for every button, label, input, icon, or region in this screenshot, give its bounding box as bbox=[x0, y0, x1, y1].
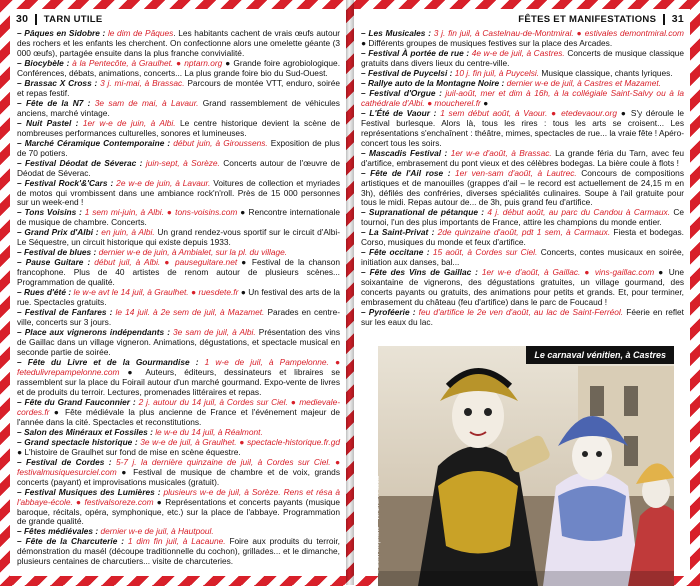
event-description: ● Un festival des arts de la rue. Spectacles gratuits. bbox=[17, 287, 340, 308]
event-description: ● L'histoire de Graulhet sur fond de mise en scène équestre. bbox=[17, 446, 241, 457]
photo-caption: Le carnaval vénitien, à Castres bbox=[526, 346, 674, 364]
event-date-place: 2 j. autour du 14 juil, à Cordes sur Ciel. ● medievale-cordes.fr bbox=[17, 396, 340, 417]
event-date-place: 1 w-e de juil, à Pampelonne. ● fetedulivrepampelonne.com bbox=[17, 356, 341, 377]
event-date-place: dernier w-e de juil, à Hautpoul. bbox=[98, 526, 214, 537]
event-date-place: début juil, à Albi. ● pauseguitare.net bbox=[90, 257, 238, 268]
event-description: Concerts autour de l'œuvre de Déodat de Séverac. bbox=[17, 157, 340, 178]
carnival-photo bbox=[375, 346, 674, 586]
header-divider bbox=[35, 14, 37, 25]
book-gutter bbox=[346, 0, 354, 585]
event-title: – Fête de la N7 : bbox=[17, 97, 91, 108]
event-title: – Nuit Pastel : bbox=[17, 117, 79, 128]
event-entry bbox=[361, 89, 684, 109]
event-title: – Mascadis Festival : bbox=[361, 147, 448, 158]
event-title: – Grand spectacle historique : bbox=[17, 436, 138, 447]
event-date-place: plusieurs w-e de juil, à Sorèze. Rens et résa à l'abbaye-école. ● festivalsoreze.com bbox=[17, 486, 340, 507]
event-description: Le centre historique devient la scène de nombreuses performances culturelles, sonores et lumineuses. bbox=[17, 117, 341, 138]
event-title: – Festival de Fanfares : bbox=[17, 307, 113, 318]
event-entry bbox=[361, 49, 684, 69]
event-title: – Pyroféerie : bbox=[361, 307, 416, 318]
event-date-place: 3 j. fin juil, à Castelnau-de-Montmiral. ● estivales demontmiral.com bbox=[431, 28, 684, 38]
event-description: ● Représentations et concerts payants (musique baroque, récitals, opéra, symphonique, etc.) sur la place de l'abbaye. Programmation de grande qualité. bbox=[17, 496, 340, 527]
event-entry bbox=[17, 208, 340, 228]
event-entry bbox=[17, 328, 340, 358]
event-title: – Festival À portée de rue : bbox=[361, 47, 470, 58]
event-description: La grande féria du Tarn, avec feu d'artifice, embrasement du pont vieux et des célèbres bodegas. La bière coule à flots ! bbox=[361, 147, 685, 168]
event-title: – Festival Déodat de Séverac : bbox=[17, 157, 143, 168]
carnival-illustration bbox=[378, 346, 674, 586]
event-entry bbox=[361, 308, 684, 328]
event-title: – Fête du Grand Fauconnier : bbox=[17, 396, 136, 407]
right-page-number: 31 bbox=[671, 13, 684, 25]
event-date-place: 15 août, à Cordes sur Ciel. bbox=[429, 247, 538, 258]
event-entry bbox=[17, 398, 340, 428]
event-description: Grand rassemblement de véhicules anciens, marché vintage. bbox=[17, 97, 340, 118]
event-date-place: 3e sam de juil, à Albi. bbox=[169, 327, 256, 338]
event-date-place: le w-e du 14 juil, à Réalmont. bbox=[152, 426, 263, 437]
event-title: – Fête du Livre et de la Gourmandise : bbox=[17, 356, 199, 367]
event-date-place: 3e sam de mai, à Lavaur. bbox=[90, 97, 199, 108]
event-entry bbox=[17, 99, 340, 119]
event-description: ● Une soixantaine de vignerons, des dégustations gratuites, un village gourmand, des concerts payants ou gratuits, des animations pour petits et grands. Et, pour terminer, embrasement du château (feu d'artifice) dans le parc de Foucaud ! bbox=[361, 267, 684, 308]
right-section-title: FÊTES ET MANIFESTATIONS bbox=[518, 13, 657, 25]
event-date-place: juin-sept, à Sorèze. bbox=[142, 157, 220, 168]
event-title: – Salon des Minéraux et Fossiles : bbox=[17, 426, 153, 437]
event-date-place: 1 sem mi-juin, à Albi. ● tons-voisins.com bbox=[81, 207, 238, 218]
event-date-place: 3 j. mi-mai, à Brassac. bbox=[97, 77, 185, 88]
event-title: – Supranational de pétanque : bbox=[361, 207, 485, 218]
event-entry bbox=[17, 258, 340, 288]
event-description: . Les habitants cachent de vrais œufs autour des rochers et les enfants les cherchent. On confectionne alors une omelette géante (3 000 œufs), partagée ensuite dans la plus franche convivialité. bbox=[17, 28, 341, 58]
event-date-place: juil-août, mer et dim à 16h, à la collégiale Saint-Salvy ou à la cathédrale d'Albi. ● moucherel.fr bbox=[361, 87, 684, 108]
event-entry bbox=[17, 139, 340, 159]
event-entry bbox=[17, 228, 340, 248]
event-title: – Festival Rock'&'Cars : bbox=[17, 177, 114, 188]
event-title: – Tons Voisins : bbox=[17, 207, 82, 218]
photo-credit: © Bohn Stéphane – WALTER Pascal bbox=[375, 475, 381, 574]
event-title: – Festival Musiques des Lumières : bbox=[17, 486, 161, 497]
left-header bbox=[16, 11, 340, 27]
event-description: ● Fête médiévale la plus ancienne de France et l'événement majeur de l'année dans la cité. Spectacles et reconstitutions. bbox=[17, 406, 340, 427]
event-date-place: 1er w-e d'août, à Brassac. bbox=[447, 147, 552, 158]
event-date-place: 1er w-e de juin, à Albi. bbox=[78, 117, 176, 128]
event-entry bbox=[17, 458, 340, 488]
event-date-place: en juin, à Albi. bbox=[98, 227, 155, 238]
event-title: – Pause Guitare : bbox=[17, 257, 91, 268]
event-title: – Fête de l'Ail rose : bbox=[361, 167, 451, 178]
event-description: Ce tournoi, l'un des plus importants de France, attire les champions du monde entier. bbox=[361, 207, 685, 228]
event-title: – Fête occitane : bbox=[361, 247, 430, 258]
event-date-place: 4e w-e de juil, à Castres. bbox=[469, 47, 565, 58]
event-description: ● Différents groupes de musiques festives sur la place des Arcades. bbox=[361, 37, 613, 48]
event-description: Voitures de collection et myriades de motos qui vrombissent dans une ambiance rock'n'roll. Près de 15 000 personnes sur un week-end ! bbox=[17, 177, 340, 208]
event-description: ● Festival de la chanson francophone. Plus de 40 artistes de renom autour de plusieurs scènes... Programmation de qualité. bbox=[17, 257, 340, 288]
event-title: – Marché Céramique Contemporaine : bbox=[17, 137, 171, 148]
event-description: Concerts, contes musicaux en soirée, initiation aux danses, bal... bbox=[361, 247, 684, 268]
event-date-place: 1er ven-sam d'août, à Lautrec. bbox=[450, 167, 577, 178]
event-date-place: 1 dim fin juil, à Lacaune. bbox=[123, 536, 226, 547]
event-date-place: feu d'artifice le 2e ven d'août, au lac de Saint-Ferréol. bbox=[415, 307, 624, 318]
event-title: – Grand Prix d'Albi : bbox=[17, 227, 99, 238]
event-entry bbox=[17, 59, 340, 79]
right-event-list bbox=[361, 29, 684, 328]
event-description: ● bbox=[480, 97, 489, 108]
event-title: – Festival de Puycelsi : bbox=[361, 67, 453, 78]
event-entry bbox=[361, 169, 684, 209]
event-title: – Rues d'été : bbox=[17, 287, 72, 298]
event-entry bbox=[361, 109, 684, 149]
event-description: Un grand rendez-vous sportif sur le circuit d'Albi-Le Séquestre, un circuit historique qui existe depuis 1933. bbox=[17, 227, 341, 248]
event-title: – Biocybèle : bbox=[17, 57, 70, 68]
event-date-place: 5-7 j. la dernière quinzaine de juil, à Cordes sur Ciel. ● festivalmusiquesurciel.com bbox=[17, 456, 341, 477]
event-description: Parcours de montée VTT, enduro, soirée et repas festif. bbox=[17, 77, 340, 98]
event-entry bbox=[361, 29, 684, 49]
event-date-place: 4 j. début août, au parc du Candou à Carmaux. bbox=[484, 207, 671, 218]
event-entry bbox=[17, 308, 340, 328]
event-description: Parades en centre-ville, concerts sur 3 jours. bbox=[17, 307, 340, 328]
event-date-place: 1er w-e d'août, à Gaillac. ● vins-gaillac.com bbox=[477, 267, 655, 278]
event-date-place: à la Pentecôte, à Graulhet. ● nptarn.org bbox=[69, 57, 223, 68]
event-title: – Fête des Vins de Gaillac : bbox=[361, 267, 478, 278]
event-title: – Rallye auto de la Montagne Noire : bbox=[361, 77, 505, 88]
event-entry bbox=[361, 208, 684, 228]
event-entry bbox=[361, 248, 684, 268]
event-date-place: 1 sem début août, à Vaour. ● etedevaour.org bbox=[436, 107, 617, 118]
event-description: Concours de compositions artistiques et de manouilles (grappes d'ail – le record est actuellement de 24,15 m en 3h), défilés des confréries, diverses spécialités culinaires. Soupe à l'ail gratuite pour tous le midi. Repas autour de... de 3h, puis grand feu d'artifice. bbox=[361, 167, 684, 208]
event-description: Féerie en reflet sur les eaux du lac. bbox=[361, 307, 684, 328]
event-entry bbox=[17, 119, 340, 139]
event-entry bbox=[361, 268, 684, 308]
event-description: ● Auteurs, éditeurs, dessinateurs et libraires se rassemblent sur la place du Foirail autour d'un marché gourmand. Expo-vente de livres et de produits du terroir. Lectures, promenades littéraires et repas. bbox=[17, 366, 340, 397]
event-title: – Pâques en Sidobre : bbox=[17, 28, 106, 38]
event-description: Présentation des vins de Gaillac dans un village vigneron. Animations, dégustations, et spectacle musical en seconde partie de soirée. bbox=[17, 327, 340, 357]
event-entry bbox=[17, 29, 340, 59]
event-title: – Festival d'Orgue : bbox=[361, 87, 442, 98]
event-date-place: le dim de Pâques bbox=[105, 28, 174, 38]
event-description: Exposition de plus de 70 potiers. bbox=[17, 137, 340, 158]
event-description: ● S'y déroule le Festival burlesque. Alors là, tous les rires : tous les arts se croisent... Les représentations s'enchaînent : théâtre, mimes, spectacles de rue... la vraie fête ! Apéro-concert tous les soirs. bbox=[361, 107, 684, 148]
event-description: ● Grande foire agrobiologique. Conférences, débats, animations, concerts... La plus grande foire bio du Sud-Ouest. bbox=[17, 57, 341, 78]
event-title: – Fêtes médiévales : bbox=[17, 526, 99, 537]
event-date-place: 2de quinzaine d'août, pdt 1 sem, à Carmaux. bbox=[434, 227, 611, 238]
event-title: – L'Été de Vaour : bbox=[361, 107, 437, 118]
left-page bbox=[10, 9, 346, 576]
event-entry bbox=[17, 358, 340, 398]
event-entry bbox=[17, 288, 340, 308]
event-entry bbox=[361, 149, 684, 169]
event-date-place: 2e w-e de juin, à Lavaur. bbox=[113, 177, 211, 188]
event-title: – Brassac X Cross : bbox=[17, 77, 98, 88]
header-divider bbox=[663, 14, 665, 25]
event-description: ● Festival de musique de chambre et de voix, grands concerts (payant) et improvisations musicales (gratuit). bbox=[17, 466, 340, 487]
event-date-place: dernier w-e de juil, à Castres et Mazamet. bbox=[504, 77, 662, 88]
event-entry bbox=[17, 159, 340, 179]
event-description: Musique classique, chants lyriques. bbox=[539, 67, 673, 78]
event-title: – Place aux vignerons indépendants : bbox=[17, 327, 170, 338]
event-description: Fiesta et bodegas. Corso, musiques du monde et feux d'artifice. bbox=[361, 227, 685, 248]
event-date-place: le 14 juil. à 2e sem de juil, à Mazamet. bbox=[112, 307, 265, 318]
event-title: – Festival de Cordes : bbox=[17, 456, 112, 467]
event-description: Foire aux produits du terroir, démonstration du masél (découpe traditionnelle du cochon), grillades... et le dimanche, plusieurs centaines de charcutiers... visite de charcuteries. bbox=[17, 536, 340, 567]
event-entry bbox=[17, 488, 340, 528]
event-entry bbox=[17, 79, 340, 99]
event-date-place: dernier w-e de juin, à Ambialet, sur la pl. du village. bbox=[96, 247, 288, 258]
event-date-place: début juin, à Giroussens. bbox=[170, 137, 268, 148]
event-description: ● Rencontre internationale de musique de chambre. Concerts. bbox=[17, 207, 340, 228]
event-description: Concerts de musique classique gratuits dans divers lieux du centre-ville. bbox=[361, 47, 684, 68]
left-event-list bbox=[17, 29, 340, 567]
event-title: – Les Musicales : bbox=[361, 28, 431, 38]
event-title: – La Saint-Privat : bbox=[361, 227, 435, 238]
right-header bbox=[360, 11, 684, 27]
event-title: – Festival de blues : bbox=[17, 247, 97, 258]
event-entry bbox=[17, 537, 340, 567]
event-date-place: 3e w-e de juil, à Graulhet. ● spectacle-historique.fr.gd bbox=[137, 436, 340, 447]
left-section-title: TARN UTILE bbox=[43, 13, 103, 25]
event-entry bbox=[17, 438, 340, 458]
event-date-place: le w-e avt le 14 juil, à Graulhet. ● ruesdete.fr bbox=[71, 287, 239, 298]
right-page bbox=[354, 9, 690, 576]
event-date-place: 10 j. fin juil, à Puycelsi. bbox=[452, 67, 540, 78]
left-page-number: 30 bbox=[16, 13, 29, 25]
event-entry bbox=[361, 228, 684, 248]
event-title: – Fête de la Charcuterie : bbox=[17, 536, 124, 547]
event-entry bbox=[17, 179, 340, 209]
